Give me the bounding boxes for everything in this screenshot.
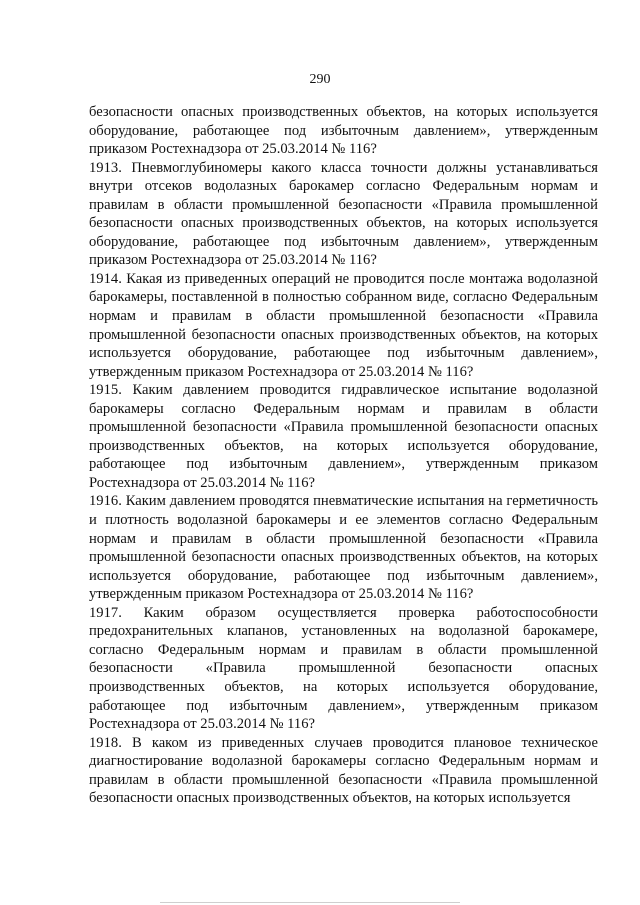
page-body — [89, 103, 598, 808]
page-number: 290 — [309, 72, 331, 87]
question-continuation: безопасности опасных производственных объектов, на которых используется оборудование, работающее под избыточным давлением», утвержденным приказом Ростехнадзора от 25.03.2014 № 116? — [89, 104, 598, 158]
question-1916: 1916. Каким давлением проводятся пневматические испытания на герметичность и плотность водолазной барокамеры и ее элементов согласно Федеральным нормам и правилам в области промышленной безопасности «Правила промышленной безопасности опасных производственных объектов, на которых используется оборудование, работающее под избыточным давлением», утвержденным приказом Ростехнадзора от 25.03.2014 № 116? — [89, 493, 598, 603]
question-1914: 1914. Какая из приведенных операций не проводится после монтажа водолазной барокамеры, поставленной в полностью собранном виде, согласно Федеральным нормам и правилам в области промышленной безопасности «Правила промышленной безопасности опасных производственных объектов, на которых используется оборудование, работающее под избыточным давлением», утвержденным приказом Ростехнадзора от 25.03.2014 № 116? — [89, 270, 598, 380]
question-1917: 1917. Каким образом осуществляется проверка работоспособности предохранительных клапанов, установленных на водолазной барокамере, согласно Федеральным нормам и правилам в области промышленной безопасности «Правила промышленной безопасности опасных производственных объектов, на которых используется оборудование, работающее под избыточным давлением», утвержденным приказом Ростехнадзора от 25.03.2014 № 116? — [89, 604, 598, 733]
question-1918: 1918. В каком из приведенных случаев проводится плановое техническое диагностирование водолазной барокамеры согласно Федеральным нормам и правилам в области промышленной безопасности «Правила промышленной безопасности опасных производственных объектов, на которых используется — [89, 734, 598, 807]
question-1913: 1913. Пневмоглубиномеры какого класса точности должны устанавливаться внутри отсеков водолазных барокамер согласно Федеральным нормам и правилам в области промышленной безопасности «Правила промышленной безопасности опасных производственных объектов, на которых используется оборудование, работающее под избыточным давлением», утвержденным приказом Ростехнадзора от 25.03.2014 № 116? — [89, 159, 598, 269]
scan-edge-line — [160, 902, 460, 903]
question-1915: 1915. Каким давлением проводится гидравлическое испытание водолазной барокамеры согласно Федеральным нормам и правилам в области промышленной безопасности «Правила промышленной безопасности опасных производственных объектов, на которых используется оборудование, работающее под избыточным давлением», утвержденным приказом Ростехнадзора от 25.03.2014 № 116? — [89, 382, 598, 491]
